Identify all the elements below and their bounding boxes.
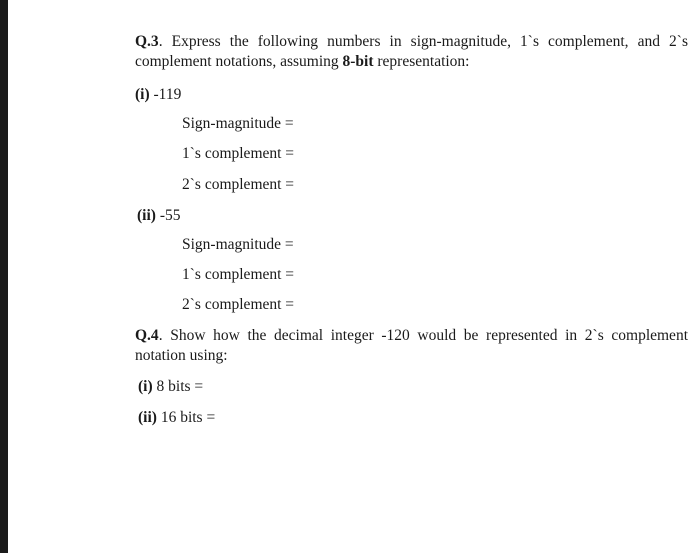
q4-prompt-line-2: notation using: <box>135 347 228 364</box>
q3-part-ii-sign-magnitude: Sign-magnitude = <box>182 236 294 253</box>
q3-part-i-sign-magnitude: Sign-magnitude = <box>182 115 294 132</box>
q4-part-ii-label: (ii) <box>138 409 157 426</box>
q3-prompt-line-2 <box>135 53 470 71</box>
q3-prompt-line-1 <box>135 33 688 51</box>
q3-part-ii-twos-complement: 2`s complement = <box>182 296 295 313</box>
q4-part-ii-text: 16 bits = <box>156 409 216 426</box>
q4-part-i-text: 8 bits = <box>152 378 204 395</box>
q4-part-i <box>138 378 203 396</box>
q3-part-ii-heading <box>137 207 180 225</box>
q4-prompt-line-1 <box>135 327 688 345</box>
q4-part-ii <box>138 409 215 427</box>
q3-number: Q.3 <box>135 33 159 50</box>
q4-part-i-label: (i) <box>138 378 153 395</box>
q3-part-i-ones-complement: 1`s complement = <box>182 145 295 162</box>
q3-part-i-label: (i) <box>135 86 150 103</box>
q3-part-ii-ones-complement: 1`s complement = <box>182 266 295 283</box>
q3-prompt-pre: complement notations, assuming <box>135 53 343 70</box>
q3-part-i-value: -119 <box>149 86 182 103</box>
q3-part-i-twos-complement: 2`s complement = <box>182 176 295 193</box>
q4-number: Q.4 <box>135 327 159 344</box>
q3-prompt-text: . Express the following numbers in sign-magnitude, 1`s complement, and 2`s <box>158 33 688 50</box>
q3-prompt-post: representation: <box>373 53 470 70</box>
q4-prompt-text: . Show how the decimal integer -120 would be represented in 2`s complement <box>158 327 688 344</box>
q3-part-i-heading <box>135 86 181 104</box>
q3-bit-width: 8-bit <box>342 53 374 70</box>
q3-part-ii-label: (ii) <box>137 207 156 224</box>
q3-part-ii-value: -55 <box>155 207 181 224</box>
